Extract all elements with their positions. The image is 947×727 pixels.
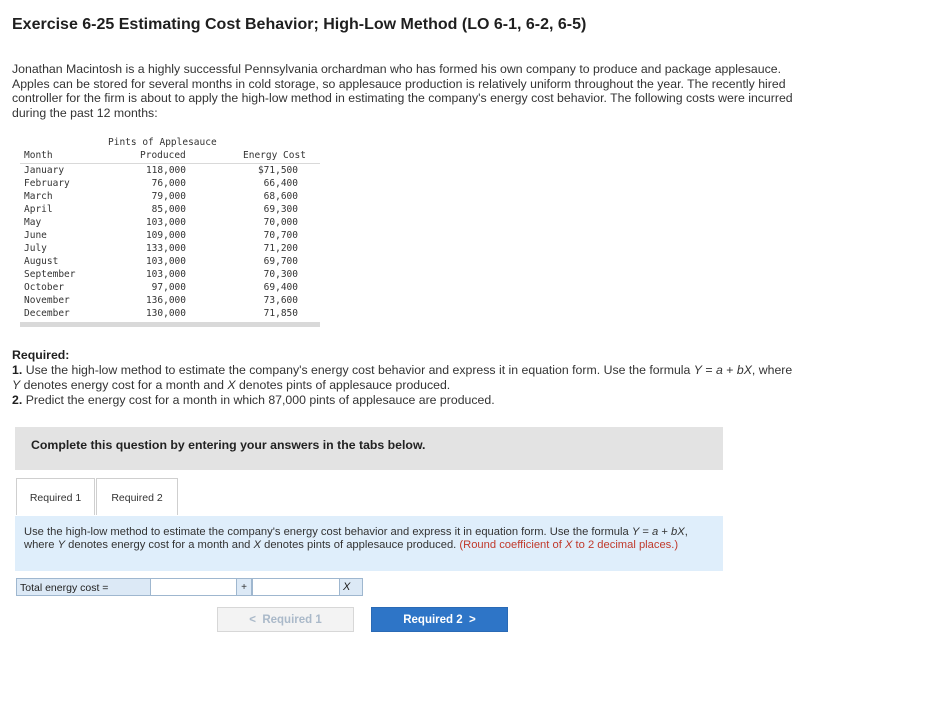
row-pints: 103,000 (145, 269, 186, 280)
chevron-right-icon: > (469, 614, 476, 626)
row-month: May (24, 217, 42, 228)
data-table (20, 137, 320, 327)
row-pints: 76,000 (151, 178, 186, 189)
prev-required-button[interactable]: < Required 1 (217, 607, 354, 632)
row-month: November (24, 295, 70, 306)
table-row (20, 269, 320, 282)
row-energy: 73,600 (263, 295, 298, 306)
table-row (20, 230, 320, 243)
row-energy: $71,500 (257, 165, 298, 176)
row-month: June (24, 230, 47, 241)
table-top-rule (20, 163, 320, 164)
required-item-2: 2. Predict the energy cost for a month in which 87,000 pints of applesauce are produced. (12, 393, 495, 407)
table-row (20, 217, 320, 230)
row-energy: 68,600 (263, 191, 298, 202)
table-row (20, 308, 320, 321)
row-energy: 71,850 (263, 308, 298, 319)
row-energy: 70,300 (263, 269, 298, 280)
plus-sign: + (236, 578, 252, 596)
table-bottom-rule (20, 322, 320, 327)
table-row (20, 256, 320, 269)
table-row (20, 282, 320, 295)
header-energy: Energy Cost (243, 150, 306, 161)
row-pints: 109,000 (145, 230, 186, 241)
question-panel (15, 516, 723, 571)
row-energy: 70,700 (263, 230, 298, 241)
chevron-left-icon: < (249, 614, 256, 626)
row-energy: 71,200 (263, 243, 298, 254)
page-title: Exercise 6-25 Estimating Cost Behavior; High-Low Method (LO 6-1, 6-2, 6-5) (12, 16, 587, 33)
row-energy: 69,700 (263, 256, 298, 267)
next-required-button[interactable]: Required 2 > (371, 607, 508, 632)
variable-rate-input[interactable] (252, 578, 340, 596)
table-row (20, 178, 320, 191)
row-month: September (24, 269, 76, 280)
row-month: January (24, 165, 65, 176)
row-pints: 118,000 (145, 165, 186, 176)
row-pints: 136,000 (145, 295, 186, 306)
row-month: July (24, 243, 47, 254)
header-pints-line1: Pints of Applesauce (108, 137, 217, 148)
row-pints: 79,000 (151, 191, 186, 202)
row-energy: 69,400 (263, 282, 298, 293)
row-energy: 70,000 (263, 217, 298, 228)
x-variable-label: X (339, 578, 363, 596)
table-row (20, 204, 320, 217)
table-row (20, 295, 320, 308)
row-pints: 133,000 (145, 243, 186, 254)
row-pints: 130,000 (145, 308, 186, 319)
table-row (20, 243, 320, 256)
instruction-banner: Complete this question by entering your answers in the tabs below. (15, 427, 723, 470)
row-pints: 97,000 (151, 282, 186, 293)
row-month: December (24, 308, 70, 319)
row-energy: 69,300 (263, 204, 298, 215)
required-section (12, 348, 802, 408)
required-item-1: 1. Use the high-low method to estimate the company's energy cost behavior and express it in equation form. Use the formula Y = a + bX, where Y denotes energy cost for a month and X denotes pints of applesauce produced. (12, 363, 793, 392)
intro-paragraph: Jonathan Macintosh is a highly successful Pennsylvania orchardman who has formed his own company to produce and package applesauce. Apples can be stored for several months in cold storage, so applesauce production is relatively uniform throughout the year. The recently hired controller for the firm is about to apply the high-low method in estimating the company's energy cost behavior. The following costs were incurred during the past 12 months: (12, 62, 793, 120)
tab-required-2[interactable]: Required 2 (96, 478, 178, 515)
rounding-note: (Round coefficient of X to 2 decimal places.) (459, 539, 679, 551)
table-row (20, 165, 320, 178)
row-month: March (24, 191, 53, 202)
header-pints-line2: Produced (140, 150, 186, 161)
row-pints: 85,000 (151, 204, 186, 215)
row-energy: 66,400 (263, 178, 298, 189)
table-row (20, 191, 320, 204)
row-month: February (24, 178, 70, 189)
panel-instructions: Use the high-low method to estimate the company's energy cost behavior and express it in equation form. Use the formula Y = a + bX, where Y denotes energy cost for a month and X denotes pints of applesauce produced. (Round coefficient of X to 2 decimal places.) (24, 526, 688, 551)
header-month: Month (24, 150, 53, 161)
row-pints: 103,000 (145, 217, 186, 228)
total-energy-cost-label: Total energy cost = (16, 578, 151, 596)
row-month: April (24, 204, 53, 215)
row-month: August (24, 256, 59, 267)
row-month: October (24, 282, 65, 293)
row-pints: 103,000 (145, 256, 186, 267)
required-heading: Required: (12, 348, 70, 362)
tab-required-1[interactable]: Required 1 (16, 478, 95, 515)
